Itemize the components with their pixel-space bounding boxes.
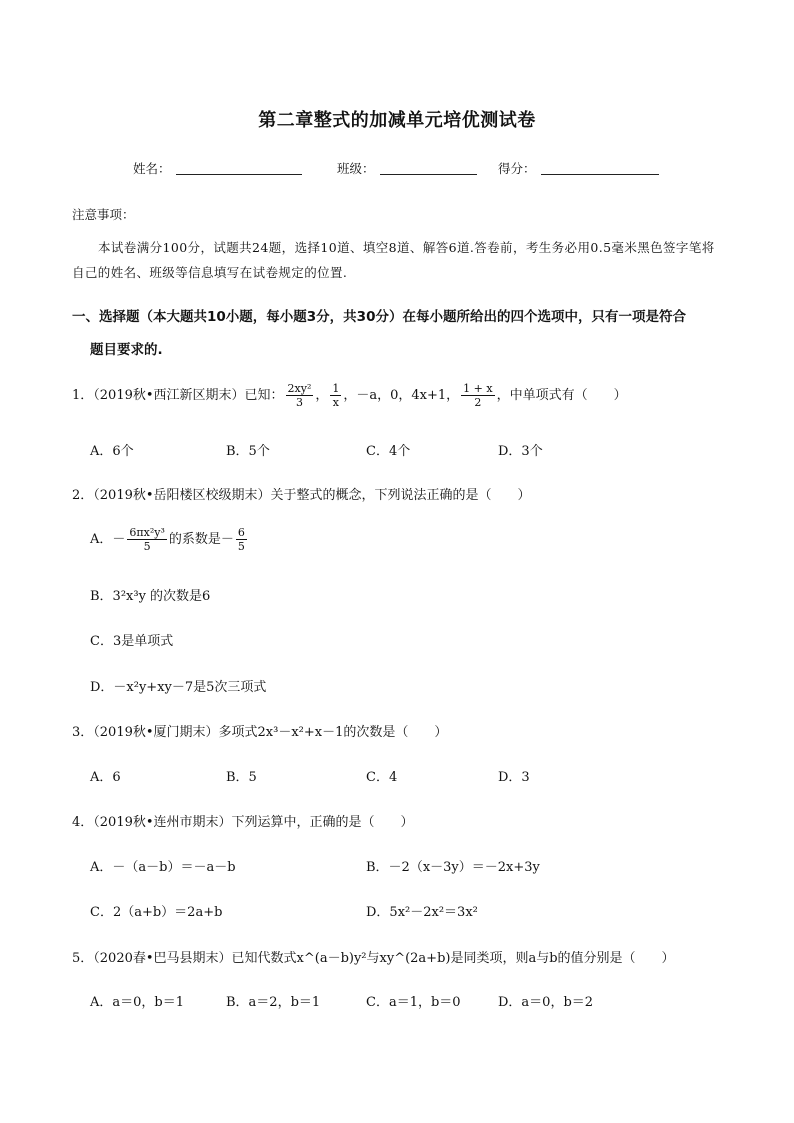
q3-option-a[interactable]: A．6 [90, 770, 121, 785]
q3-option-d[interactable]: D．3 [498, 770, 530, 785]
question-3-stem: 3．（2019秋•厦门期末）多项式2x³－x²+x－1的次数是（ ） [72, 725, 448, 740]
name-label: 姓名： [133, 161, 171, 176]
q5-option-a[interactable]: A．a＝0，b＝1 [90, 995, 185, 1010]
q3-option-c[interactable]: C．4 [366, 770, 398, 785]
name-field[interactable] [176, 160, 302, 175]
question-1-stem: 1．（2019秋•西江新区期末）已知： $\frac{\text{2xy²}}{3}$ ， $\frac{1}{x}$ ，－a，0，4x+1， $\frac{1 + x}{2}$ ，中单项式有（ ） [72, 382, 627, 409]
q5-option-b[interactable]: B．a＝2，b＝1 [226, 995, 321, 1010]
q2a-fraction-1: $\frac{\text{6πx²y³}}{5}$ [129, 526, 165, 553]
q1-fraction-2: $\frac{1}{x}$ [332, 382, 340, 409]
section-heading-line1: 一、选择题（本大题共10小题，每小题3分，共30分）在每小题所给出的四个选项中，只有一项是符合 [72, 309, 686, 325]
q1-option-d[interactable]: D．3个 [498, 444, 543, 459]
q2a-fraction-2: $\frac{6}{5}$ [237, 526, 245, 553]
q4-option-a[interactable]: A．－（a－b）＝－a－b [90, 860, 236, 875]
q1-option-b[interactable]: B．5个 [226, 444, 270, 459]
q1-fraction-3: $\frac{1 + x}{2}$ [463, 382, 493, 409]
q2-option-c[interactable]: C．3是单项式 [90, 634, 174, 649]
q1-option-a[interactable]: A．6个 [90, 444, 134, 459]
notes-title: 注意事项： [72, 207, 135, 222]
q5-option-c[interactable]: C．a＝1，b＝0 [366, 995, 461, 1010]
score-label: 得分： [498, 161, 536, 176]
notes-body: 本试卷满分100分，试题共24题，选择10道、填空8道、解答6道.答卷前，考生务必用0.5毫米黑色签字笔将自己的姓名、班级等信息填写在试卷规定的位置. [72, 240, 715, 280]
question-5-stem: 5．（2020春•巴马县期末）已知代数式x^(a－b)y²与xy^(2a+b)是同类项，则a与b的值分别是（ ） [72, 951, 675, 966]
q5-option-d[interactable]: D．a＝0，b＝2 [498, 995, 594, 1010]
page-title: 第二章整式的加减单元培优测试卷 [258, 110, 536, 131]
q2-option-a[interactable]: A．－ $\frac{\text{6πx²y³}}{5}$ 的系数是－ $\frac{6}{5}$ [90, 526, 245, 553]
q1-middle: ，－a，0，4x+1， [343, 388, 460, 403]
q2-option-d[interactable]: D．－x²y+xy－7是5次三项式 [90, 680, 267, 695]
q1-prefix: 1．（2019秋•西江新区期末）已知： [72, 388, 284, 403]
q4-option-c[interactable]: C．2（a+b）＝2a+b [90, 905, 223, 920]
q4-option-d[interactable]: D．5x²－2x²＝3x² [366, 905, 478, 920]
q1-fraction-1: $\frac{\text{2xy²}}{3}$ [287, 382, 312, 409]
q1-option-c[interactable]: C．4个 [366, 444, 411, 459]
q1-suffix: ，中单项式有（ ） [496, 388, 627, 403]
class-label: 班级： [337, 161, 375, 176]
question-2-stem: 2．（2019秋•岳阳楼区校级期末）关于整式的概念，下列说法正确的是（ ） [72, 488, 531, 503]
section-heading [72, 301, 728, 367]
class-field[interactable] [380, 160, 477, 175]
q2-option-b[interactable]: B．3²x³y 的次数是6 [90, 589, 211, 604]
q3-option-b[interactable]: B．5 [226, 770, 257, 785]
question-4-stem: 4．（2019秋•连州市期末）下列运算中，正确的是（ ） [72, 815, 414, 830]
q4-option-b[interactable]: B．－2（x－3y）＝－2x+3y [366, 860, 540, 875]
section-heading-line2: 题目要求的. [90, 342, 163, 358]
score-field[interactable] [541, 160, 659, 175]
